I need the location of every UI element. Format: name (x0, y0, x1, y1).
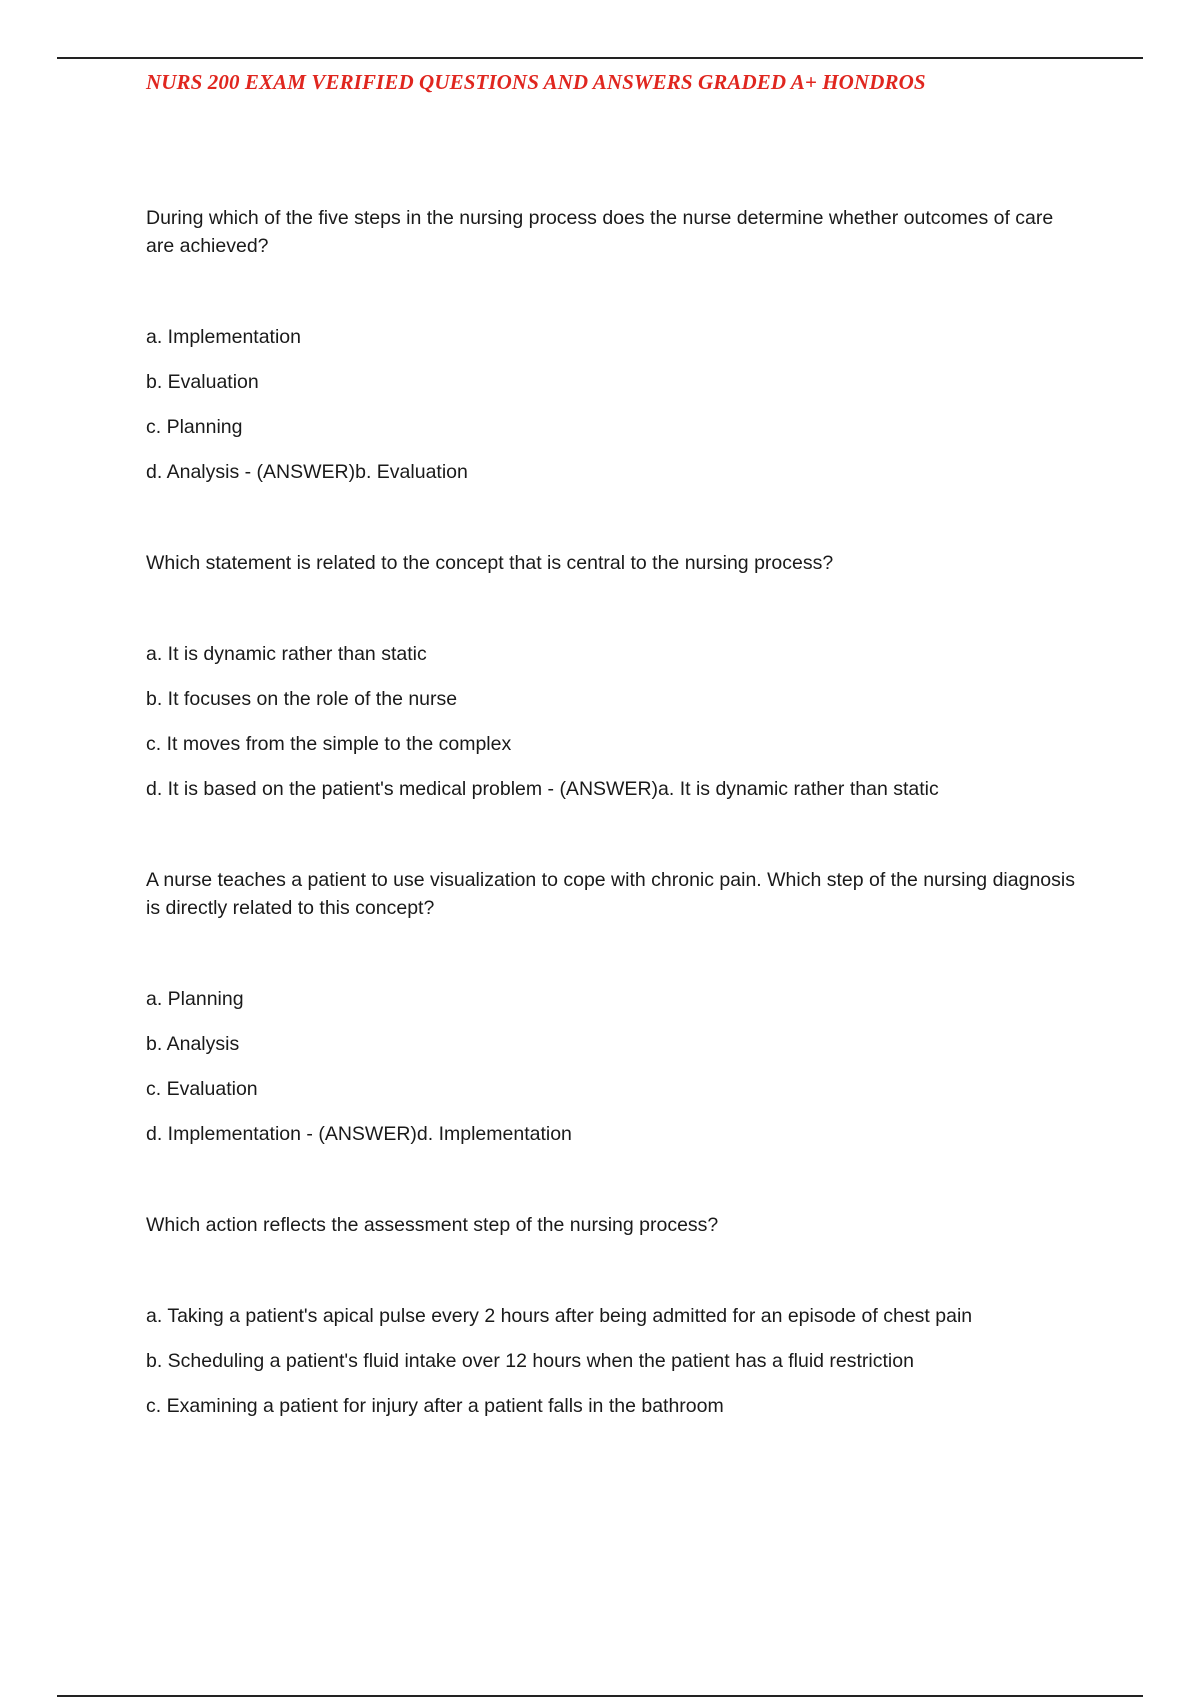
answer-option: a. It is dynamic rather than static (146, 643, 427, 665)
answer-option: a. Planning (146, 988, 244, 1010)
top-divider (57, 57, 1143, 59)
answer-option: a. Implementation (146, 326, 302, 348)
question-text: Which statement is related to the concept that is central to the nursing process? (146, 552, 834, 574)
question-text: During which of the five steps in the nursing process does the nurse determine whether outcomes of care are achieved? (146, 207, 1054, 257)
answer-option: c. Evaluation (146, 1078, 258, 1100)
question-block (146, 549, 1076, 803)
answer-options (146, 1302, 1076, 1420)
answer-option: c. Planning (146, 416, 243, 438)
answer-option: a. Taking a patient's apical pulse every 2 hours after being admitted for an episode of chest pain (146, 1305, 973, 1327)
answer-option: b. Analysis (146, 1033, 240, 1055)
bottom-divider (57, 1695, 1143, 1697)
document-title: NURS 200 EXAM VERIFIED QUESTIONS AND ANSWERS GRADED A+ HONDROS (146, 70, 926, 94)
question-text: A nurse teaches a patient to use visualization to cope with chronic pain. Which step of the nursing diagnosis is directly related to this concept? (146, 869, 1075, 919)
answer-options (146, 640, 1076, 803)
question-block (146, 204, 1076, 486)
question-block (146, 1211, 1076, 1420)
answer-options (146, 985, 1076, 1148)
answer-options (146, 323, 1076, 486)
answer-option: d. Analysis - (ANSWER)b. Evaluation (146, 461, 468, 483)
answer-option: d. Implementation - (ANSWER)d. Implementation (146, 1123, 572, 1145)
answer-option: b. Scheduling a patient's fluid intake over 12 hours when the patient has a fluid restriction (146, 1350, 914, 1372)
answer-option: b. Evaluation (146, 371, 259, 393)
question-text: Which action reflects the assessment step of the nursing process? (146, 1214, 719, 1236)
answer-option: b. It focuses on the role of the nurse (146, 688, 458, 710)
question-block (146, 866, 1076, 1148)
answer-option: c. It moves from the simple to the complex (146, 733, 512, 755)
answer-option: d. It is based on the patient's medical problem - (ANSWER)a. It is dynamic rather than static (146, 778, 939, 800)
answer-option: c. Examining a patient for injury after a patient falls in the bathroom (146, 1395, 724, 1417)
document-body (146, 204, 1076, 1420)
